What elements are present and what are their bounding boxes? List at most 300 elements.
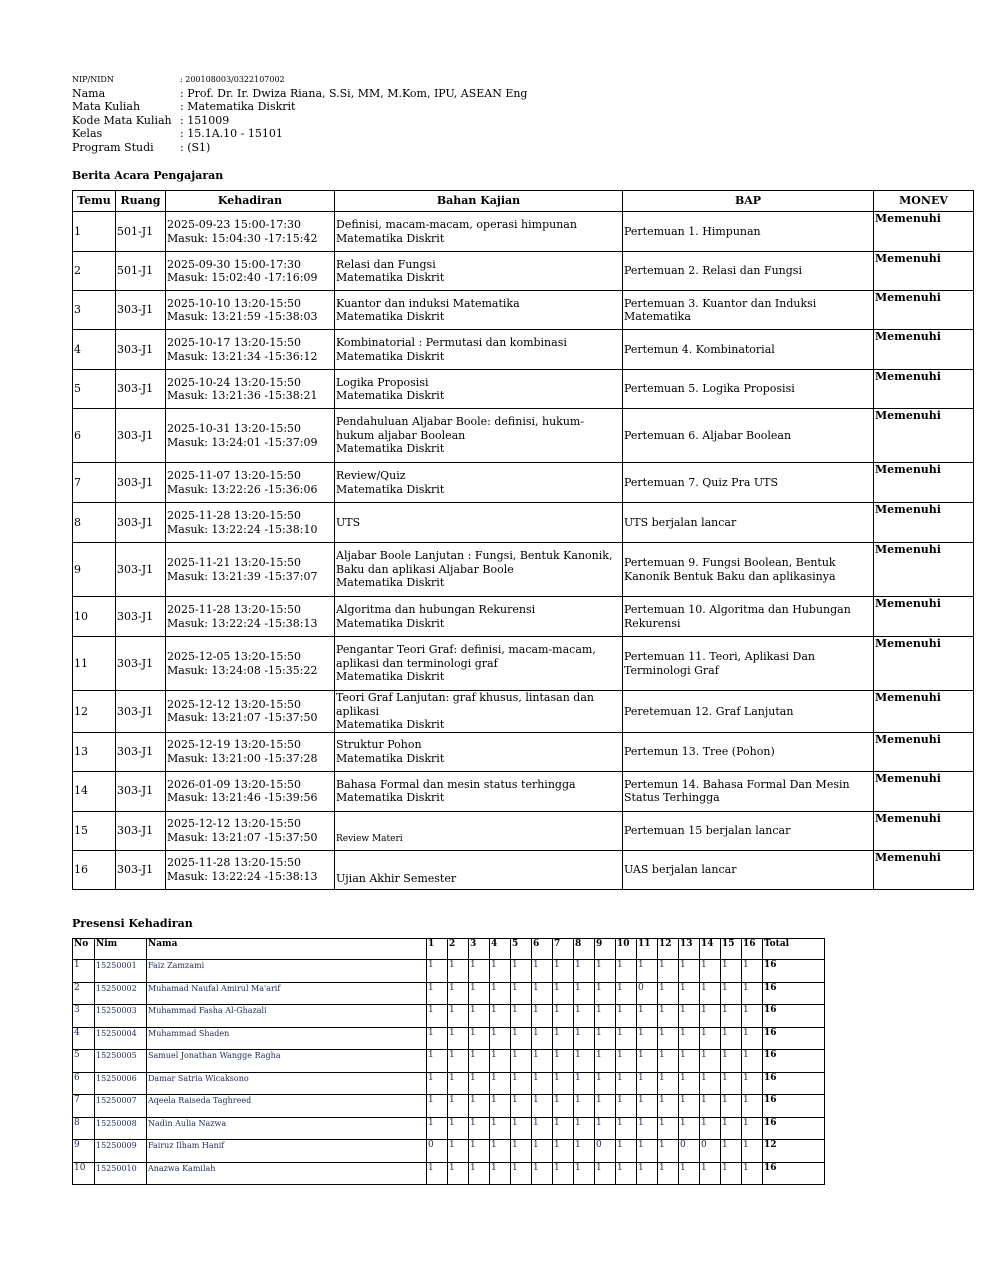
bahan-cell — [335, 691, 623, 733]
kelas-value: : 15.1A.10 - 15101 — [180, 127, 283, 140]
hadir-cell: 1 — [532, 1005, 553, 1028]
hadir-cell: 1 — [532, 1117, 553, 1140]
hadir-cell: 1 — [490, 1140, 511, 1163]
hadir-cell: 1 — [553, 1050, 574, 1073]
ruang-cell: 303-J1 — [116, 291, 166, 330]
presensi-row — [73, 1005, 825, 1028]
hadir-cell: 1 — [553, 1140, 574, 1163]
hadir-cell: 1 — [553, 1005, 574, 1028]
hadir-cell: 1 — [532, 982, 553, 1005]
hadir-cell: 1 — [574, 1027, 595, 1050]
bap-col-monev: MONEV — [874, 191, 974, 212]
bap-title: Berita Acara Pengajaran — [72, 169, 224, 182]
hadir-cell: 1 — [721, 1162, 742, 1185]
jadwal-text: 2025-09-23 15:00-17:30 — [167, 218, 302, 231]
presensi-col-pertemuan-2: 2 — [448, 939, 469, 960]
hadir-cell: 1 — [448, 960, 469, 983]
bap-row — [73, 543, 974, 597]
kehadiran-cell — [166, 463, 335, 503]
hadir-cell: 1 — [595, 1072, 616, 1095]
bap-cell: UAS berjalan lancar — [623, 850, 874, 889]
nim-cell: 15250007 — [95, 1095, 147, 1118]
ruang-cell: 303-J1 — [116, 691, 166, 733]
hadir-cell: 1 — [469, 1117, 490, 1140]
total-cell: 16 — [763, 1095, 825, 1118]
hadir-cell: 1 — [679, 1050, 700, 1073]
jadwal-text: 2026-01-09 13:20-15:50 — [167, 777, 302, 791]
hadir-cell: 1 — [658, 1140, 679, 1163]
hadir-cell: 1 — [532, 1162, 553, 1185]
nip-value: : 200108003/0322107002 — [180, 75, 285, 84]
bahan-cell — [335, 850, 623, 889]
bahan-matkul: Matematika Diskrit — [336, 576, 445, 590]
presensi-col-pertemuan-1: 1 — [427, 939, 448, 960]
hadir-cell: 1 — [616, 982, 637, 1005]
bap-col-bap: BAP — [623, 191, 874, 212]
hadir-cell: 1 — [742, 1117, 763, 1140]
bap-cell: Pertemuan 15 berjalan lancar — [623, 811, 874, 850]
bap-row — [73, 850, 974, 889]
hadir-cell: 1 — [448, 1027, 469, 1050]
temu-cell: 12 — [73, 691, 116, 733]
hadir-cell: 1 — [532, 1027, 553, 1050]
monev-cell: Memenuhi — [874, 409, 974, 463]
hadir-cell: 1 — [553, 1095, 574, 1118]
bap-cell: Pertemuan 1. Himpunan — [623, 212, 874, 252]
hadir-cell: 1 — [511, 982, 532, 1005]
hadir-cell: 1 — [679, 1072, 700, 1095]
hadir-cell: 1 — [679, 1095, 700, 1118]
hadir-cell: 1 — [448, 1072, 469, 1095]
hadir-cell: 1 — [448, 1005, 469, 1028]
hadir-cell: 1 — [469, 982, 490, 1005]
kehadiran-cell — [166, 811, 335, 850]
monev-cell: Memenuhi — [874, 850, 974, 889]
bahan-text: Kombinatorial : Permutasi dan kombinasi — [336, 336, 567, 349]
presensi-col-pertemuan-4: 4 — [490, 939, 511, 960]
presensi-row — [73, 960, 825, 983]
ruang-cell: 303-J1 — [116, 597, 166, 637]
hadir-cell: 1 — [574, 1162, 595, 1185]
masuk-text: Masuk: 13:21:59 -15:38:03 — [167, 310, 318, 323]
bahan-text: Relasi dan Fungsi — [336, 257, 436, 271]
presensi-col-nama: Nama — [147, 939, 427, 960]
bahan-cell — [335, 463, 623, 503]
presensi-col-pertemuan-8: 8 — [574, 939, 595, 960]
hadir-cell: 1 — [469, 1140, 490, 1163]
nama-row — [72, 87, 527, 101]
bahan-matkul: Matematika Diskrit — [336, 349, 445, 363]
kehadiran-cell — [166, 252, 335, 291]
bap-cell: Pertemun 4. Kombinatorial — [623, 330, 874, 370]
hadir-cell: 1 — [679, 960, 700, 983]
presensi-col-pertemuan-14: 14 — [700, 939, 721, 960]
monev-cell: Memenuhi — [874, 291, 974, 330]
temu-cell: 5 — [73, 370, 116, 409]
jadwal-text: 2025-11-28 13:20-15:50 — [167, 856, 302, 869]
bahan-matkul: Matematika Diskrit — [336, 231, 445, 245]
masuk-text: Masuk: 13:21:36 -15:38:21 — [167, 389, 318, 402]
bap-cell: Pertemuan 2. Relasi dan Fungsi — [623, 252, 874, 291]
masuk-text: Masuk: 13:21:46 -15:39:56 — [167, 791, 318, 804]
nim-cell: 15250010 — [95, 1162, 147, 1185]
hadir-cell: 1 — [511, 1072, 532, 1095]
hadir-cell: 1 — [721, 1140, 742, 1163]
temu-cell: 15 — [73, 811, 116, 850]
bap-row — [73, 370, 974, 409]
bap-row — [73, 291, 974, 330]
masuk-text: Masuk: 13:22:26 -15:36:06 — [167, 482, 318, 496]
hadir-cell: 1 — [469, 1027, 490, 1050]
hadir-cell: 1 — [427, 1162, 448, 1185]
bahan-cell — [335, 370, 623, 409]
masuk-text: Masuk: 13:22:24 -15:38:13 — [167, 616, 318, 630]
hadir-cell: 1 — [532, 1050, 553, 1073]
bap-row — [73, 637, 974, 691]
hadir-cell: 1 — [679, 1027, 700, 1050]
hadir-cell: 1 — [721, 960, 742, 983]
presensi-col-no: No — [73, 939, 95, 960]
bahan-text: Pengantar Teori Graf: definisi, macam-macam, aplikasi dan terminologi graf — [336, 643, 596, 670]
bahan-cell — [335, 330, 623, 370]
bahan-cell — [335, 291, 623, 330]
kode-value: : 151009 — [180, 113, 230, 127]
masuk-text: Masuk: 15:04:30 -17:15:42 — [167, 231, 318, 245]
total-cell: 16 — [763, 1050, 825, 1073]
monev-cell: Memenuhi — [874, 370, 974, 409]
ruang-cell: 303-J1 — [116, 463, 166, 503]
bap-table — [72, 190, 974, 890]
bahan-matkul: Matematika Diskrit — [336, 442, 445, 456]
hadir-cell: 1 — [721, 1095, 742, 1118]
bap-cell: Pertemuan 6. Aljabar Boolean — [623, 409, 874, 463]
hadir-cell: 1 — [721, 1117, 742, 1140]
monev-cell: Memenuhi — [874, 732, 974, 771]
presensi-col-pertemuan-16: 16 — [742, 939, 763, 960]
hadir-cell: 1 — [679, 1005, 700, 1028]
hadir-cell: 1 — [532, 1140, 553, 1163]
hadir-cell: 1 — [553, 1027, 574, 1050]
nim-cell: 15250003 — [95, 1005, 147, 1028]
nama-cell: Samuel Jonathan Wangge Ragha — [147, 1050, 427, 1073]
nim-cell: 15250009 — [95, 1140, 147, 1163]
no-cell: 1 — [73, 960, 95, 983]
hadir-cell: 1 — [679, 1162, 700, 1185]
hadir-cell: 0 — [427, 1140, 448, 1163]
no-cell: 7 — [73, 1095, 95, 1118]
kode-row — [72, 114, 527, 128]
hadir-cell: 1 — [448, 982, 469, 1005]
presensi-row — [73, 1117, 825, 1140]
bahan-text: Teori Graf Lanjutan: graf khusus, lintasan dan aplikasi — [336, 691, 594, 718]
presensi-title: Presensi Kehadiran — [72, 917, 193, 930]
bap-row — [73, 691, 974, 733]
hadir-cell: 1 — [553, 1072, 574, 1095]
bap-cell: Pertemuan 3. Kuantor dan Induksi Matematika — [623, 291, 874, 330]
hadir-cell: 1 — [721, 1027, 742, 1050]
bap-cell: Pertemuan 10. Algoritma dan Hubungan Rekurensi — [623, 597, 874, 637]
hadir-cell: 1 — [658, 1095, 679, 1118]
hadir-cell: 1 — [616, 1140, 637, 1163]
presensi-table — [72, 938, 825, 1185]
bap-row — [73, 463, 974, 503]
hadir-cell: 1 — [658, 1005, 679, 1028]
hadir-cell: 1 — [511, 1117, 532, 1140]
hadir-cell: 1 — [700, 1162, 721, 1185]
bahan-text: Algoritma dan hubungan Rekurensi — [336, 603, 536, 616]
prodi-value: : (S1) — [180, 140, 211, 154]
hadir-cell: 1 — [490, 1095, 511, 1118]
monev-cell: Memenuhi — [874, 252, 974, 291]
hadir-cell: 1 — [637, 1095, 658, 1118]
kehadiran-cell — [166, 543, 335, 597]
bahan-matkul: Matematika Diskrit — [336, 482, 445, 496]
temu-cell: 9 — [73, 543, 116, 597]
jadwal-text: 2025-11-21 13:20-15:50 — [167, 556, 302, 569]
hadir-cell: 1 — [532, 960, 553, 983]
hadir-cell: 1 — [595, 960, 616, 983]
bahan-text: Definisi, macam-macam, operasi himpunan — [336, 218, 577, 231]
nip-label: NIP/NIDN — [72, 75, 114, 84]
hadir-cell: 1 — [700, 1095, 721, 1118]
temu-cell: 1 — [73, 212, 116, 252]
bap-row — [73, 771, 974, 811]
bahan-matkul: Matematika Diskrit — [336, 310, 445, 323]
hadir-cell: 1 — [616, 1095, 637, 1118]
bap-col-ruang: Ruang — [116, 191, 166, 212]
monev-cell: Memenuhi — [874, 463, 974, 503]
ruang-cell: 303-J1 — [116, 370, 166, 409]
jadwal-text: 2025-11-07 13:20-15:50 — [167, 469, 302, 482]
kelas-label: Kelas — [72, 127, 103, 140]
hadir-cell: 1 — [742, 1095, 763, 1118]
hadir-cell: 1 — [595, 1117, 616, 1140]
bap-col-kehadiran: Kehadiran — [166, 191, 335, 212]
bahan-matkul: Matematika Diskrit — [336, 389, 445, 402]
bap-row — [73, 330, 974, 370]
hadir-cell: 1 — [679, 1117, 700, 1140]
kehadiran-cell — [166, 597, 335, 637]
nip-row — [72, 73, 527, 87]
bahan-text: UTS — [336, 515, 361, 529]
monev-cell: Memenuhi — [874, 543, 974, 597]
hadir-cell: 1 — [574, 1005, 595, 1028]
nama-cell: Fairuz Ilham Hanif — [147, 1140, 427, 1163]
hadir-cell: 1 — [427, 1005, 448, 1028]
masuk-text: Masuk: 13:21:07 -15:37:50 — [167, 830, 318, 844]
hadir-cell: 1 — [511, 960, 532, 983]
bap-cell: Pertemuan 11. Teori, Aplikasi Dan Terminologi Graf — [623, 637, 874, 691]
hadir-cell: 1 — [700, 982, 721, 1005]
bap-row — [73, 409, 974, 463]
ruang-cell: 303-J1 — [116, 330, 166, 370]
hadir-cell: 1 — [490, 982, 511, 1005]
ruang-cell: 501-J1 — [116, 252, 166, 291]
bahan-cell — [335, 637, 623, 691]
presensi-row — [73, 1027, 825, 1050]
nama-value: : Prof. Dr. Ir. Dwiza Riana, S.Si, MM, M.Kom, IPU, ASEAN Eng — [180, 86, 528, 100]
presensi-col-pertemuan-9: 9 — [595, 939, 616, 960]
presensi-col-nim: Nim — [95, 939, 147, 960]
kelas-row — [72, 127, 527, 141]
bahan-text: Pendahuluan Aljabar Boole: definisi, hukum-hukum aljabar Boolean — [336, 415, 585, 442]
bahan-text: Bahasa Formal dan mesin status terhingga — [336, 777, 576, 791]
temu-cell: 3 — [73, 291, 116, 330]
hadir-cell: 1 — [448, 1162, 469, 1185]
no-cell: 6 — [73, 1072, 95, 1095]
hadir-cell: 1 — [511, 1140, 532, 1163]
hadir-cell: 1 — [616, 1072, 637, 1095]
presensi-row — [73, 1095, 825, 1118]
hadir-cell: 1 — [574, 1072, 595, 1095]
jadwal-text: 2025-10-31 13:20-15:50 — [167, 422, 302, 435]
kehadiran-cell — [166, 409, 335, 463]
hadir-cell: 1 — [511, 1162, 532, 1185]
hadir-cell: 1 — [595, 1095, 616, 1118]
nim-cell: 15250008 — [95, 1117, 147, 1140]
masuk-text: Masuk: 13:24:08 -15:35:22 — [167, 663, 318, 677]
bap-cell: UTS berjalan lancar — [623, 503, 874, 543]
jadwal-text: 2025-12-19 13:20-15:50 — [167, 738, 302, 751]
temu-cell: 8 — [73, 503, 116, 543]
hadir-cell: 1 — [574, 982, 595, 1005]
bahan-matkul: Matematika Diskrit — [336, 791, 445, 804]
presensi-row — [73, 1050, 825, 1073]
kehadiran-cell — [166, 370, 335, 409]
jadwal-text: 2025-10-10 13:20-15:50 — [167, 296, 302, 310]
kehadiran-cell — [166, 850, 335, 889]
hadir-cell: 1 — [553, 982, 574, 1005]
kehadiran-cell — [166, 732, 335, 771]
hadir-cell: 0 — [595, 1140, 616, 1163]
total-cell: 16 — [763, 1117, 825, 1140]
presensi-row — [73, 1140, 825, 1163]
bap-cell: Pertemuan 9. Fungsi Boolean, Bentuk Kanonik Bentuk Baku dan aplikasinya — [623, 543, 874, 597]
kehadiran-cell — [166, 637, 335, 691]
hadir-cell: 1 — [616, 1117, 637, 1140]
hadir-cell: 1 — [469, 1050, 490, 1073]
nim-cell: 15250005 — [95, 1050, 147, 1073]
ruang-cell: 303-J1 — [116, 503, 166, 543]
ruang-cell: 303-J1 — [116, 732, 166, 771]
bap-cell: Peretemuan 12. Graf Lanjutan — [623, 691, 874, 733]
temu-cell: 7 — [73, 463, 116, 503]
hadir-cell: 1 — [637, 1140, 658, 1163]
ruang-cell: 303-J1 — [116, 543, 166, 597]
hadir-cell: 1 — [469, 1162, 490, 1185]
hadir-cell: 1 — [490, 1050, 511, 1073]
hadir-cell: 1 — [427, 982, 448, 1005]
hadir-cell: 1 — [511, 1005, 532, 1028]
hadir-cell: 1 — [658, 1027, 679, 1050]
bap-row — [73, 732, 974, 771]
hadir-cell: 1 — [658, 982, 679, 1005]
monev-cell: Memenuhi — [874, 503, 974, 543]
hadir-cell: 1 — [490, 1072, 511, 1095]
monev-cell: Memenuhi — [874, 691, 974, 733]
hadir-cell: 1 — [490, 1162, 511, 1185]
bahan-text: Ujian Akhir Semester — [336, 872, 457, 885]
presensi-col-pertemuan-10: 10 — [616, 939, 637, 960]
nama-cell: Muhammad Fasha Al-Ghazali — [147, 1005, 427, 1028]
bahan-text: Review Materi — [336, 834, 403, 844]
hadir-cell: 1 — [658, 1050, 679, 1073]
ruang-cell: 501-J1 — [116, 212, 166, 252]
no-cell: 8 — [73, 1117, 95, 1140]
kehadiran-cell — [166, 771, 335, 811]
hadir-cell: 1 — [700, 1005, 721, 1028]
kehadiran-cell — [166, 503, 335, 543]
hadir-cell: 1 — [448, 1095, 469, 1118]
presensi-row — [73, 982, 825, 1005]
bahan-text: Kuantor dan induksi Matematika — [336, 296, 520, 310]
jadwal-text: 2025-12-12 13:20-15:50 — [167, 817, 302, 830]
bahan-text: Struktur Pohon — [336, 738, 422, 751]
nama-cell: Faiz Zamzami — [147, 960, 427, 983]
hadir-cell: 1 — [721, 1005, 742, 1028]
hadir-cell: 1 — [637, 1117, 658, 1140]
hadir-cell: 0 — [637, 982, 658, 1005]
bap-row — [73, 503, 974, 543]
no-cell: 2 — [73, 982, 95, 1005]
hadir-cell: 1 — [553, 960, 574, 983]
hadir-cell: 0 — [679, 1140, 700, 1163]
hadir-cell: 1 — [637, 1005, 658, 1028]
hadir-cell: 1 — [427, 1027, 448, 1050]
hadir-cell: 1 — [595, 1050, 616, 1073]
monev-cell: Memenuhi — [874, 597, 974, 637]
presensi-col-total: Total — [763, 939, 825, 960]
bahan-cell — [335, 811, 623, 850]
hadir-cell: 1 — [511, 1095, 532, 1118]
hadir-cell: 1 — [721, 1072, 742, 1095]
bahan-cell — [335, 252, 623, 291]
presensi-col-pertemuan-7: 7 — [553, 939, 574, 960]
kehadiran-cell — [166, 691, 335, 733]
temu-cell: 10 — [73, 597, 116, 637]
total-cell: 16 — [763, 1072, 825, 1095]
bahan-cell — [335, 543, 623, 597]
lecturer-info — [72, 73, 527, 154]
nama-cell: Nadin Aulia Nazwa — [147, 1117, 427, 1140]
hadir-cell: 1 — [427, 1050, 448, 1073]
hadir-cell: 1 — [721, 1050, 742, 1073]
bahan-matkul: Matematika Diskrit — [336, 751, 445, 765]
presensi-col-pertemuan-5: 5 — [511, 939, 532, 960]
hadir-cell: 1 — [574, 1117, 595, 1140]
nama-label: Nama — [72, 86, 106, 100]
presensi-col-pertemuan-12: 12 — [658, 939, 679, 960]
total-cell: 16 — [763, 1005, 825, 1028]
hadir-cell: 1 — [427, 1095, 448, 1118]
bap-row — [73, 252, 974, 291]
masuk-text: Masuk: 13:21:00 -15:37:28 — [167, 751, 318, 765]
temu-cell: 6 — [73, 409, 116, 463]
nama-cell: Aqeela Raiseda Taghreed — [147, 1095, 427, 1118]
nim-cell: 15250001 — [95, 960, 147, 983]
matkul-row — [72, 100, 527, 114]
bap-row — [73, 811, 974, 850]
hadir-cell: 1 — [532, 1095, 553, 1118]
jadwal-text: 2025-12-12 13:20-15:50 — [167, 697, 302, 711]
temu-cell: 13 — [73, 732, 116, 771]
bap-col-temu: Temu — [73, 191, 116, 212]
hadir-cell: 1 — [637, 1162, 658, 1185]
presensi-row — [73, 1072, 825, 1095]
total-cell: 16 — [763, 960, 825, 983]
bahan-cell — [335, 503, 623, 543]
bahan-text: Logika Proposisi — [336, 375, 429, 389]
